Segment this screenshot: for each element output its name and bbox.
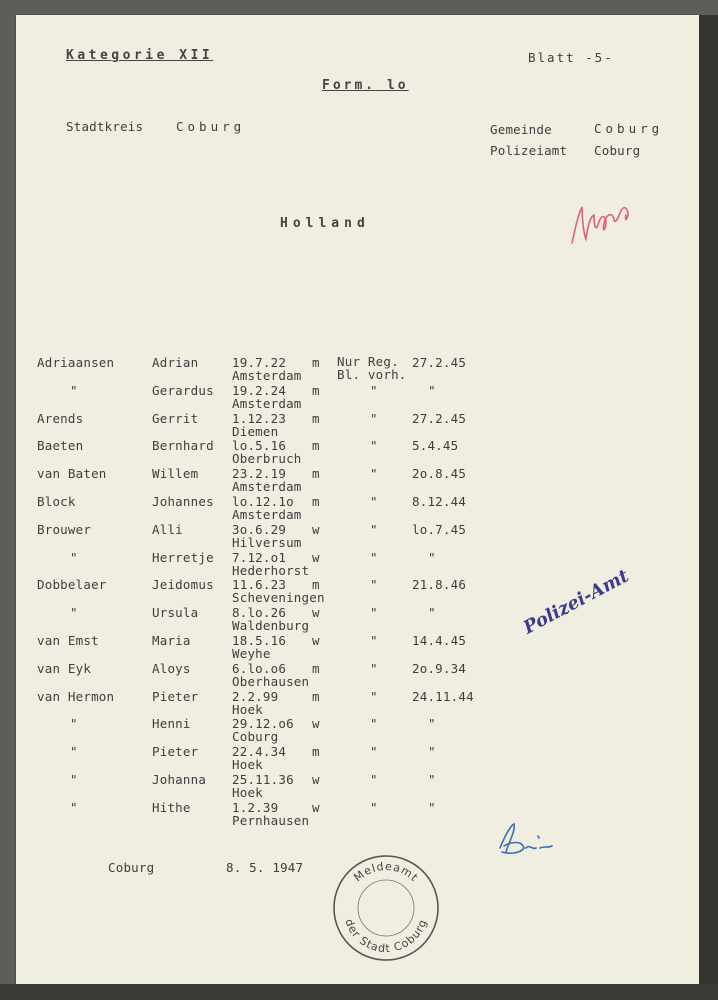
row-note: "	[370, 772, 378, 787]
municipality-value: Coburg	[594, 121, 664, 136]
row-birthplace: Scheveningen	[232, 590, 325, 606]
row-birthplace: Amsterdam	[232, 368, 302, 383]
row-date2: 2o.9.34	[412, 660, 467, 676]
row-sex: m	[312, 410, 320, 426]
footer-date: 8. 5. 1947	[226, 860, 304, 875]
row-sex: m	[312, 744, 320, 760]
row-birthplace: Amsterdam	[232, 479, 302, 495]
row-firstname: Pieter	[152, 688, 199, 704]
row-firstname: Ursula	[152, 605, 199, 621]
row-date2: lo.7.45	[412, 521, 467, 537]
police-office-label: Polizeiamt	[490, 143, 568, 158]
row-surname: "	[70, 716, 78, 732]
row-birthdate: 8.lo.26	[232, 605, 287, 621]
row-date2: "	[428, 772, 436, 787]
row-birthplace: Amsterdam	[232, 507, 302, 522]
row-birthdate: 7.12.o1	[232, 549, 287, 565]
row-firstname: Johannes	[152, 494, 214, 509]
row-birthplace: Coburg	[232, 729, 279, 745]
category-heading: Kategorie XII	[66, 48, 214, 63]
row-sex: m	[312, 466, 320, 482]
row-birthdate: lo.12.1o	[232, 494, 294, 509]
row-surname: van Eyk	[37, 660, 92, 676]
row-birthplace: Oberhausen	[232, 673, 310, 689]
row-sex: m	[312, 494, 320, 509]
row-surname: Arends	[37, 410, 84, 426]
svg-text:Meldeamt	[351, 860, 421, 885]
row-sex: w	[312, 521, 320, 537]
row-date2: "	[428, 744, 436, 760]
row-firstname: Maria	[152, 633, 191, 648]
row-birthdate: 18.5.16	[232, 633, 287, 648]
row-surname: "	[70, 382, 78, 398]
row-surname: Adriaansen	[37, 355, 115, 370]
police-stamp: Polizei-Amt	[520, 565, 633, 639]
row-note: "	[370, 744, 378, 760]
row-note: Nur Reg. Bl. vorh.	[337, 354, 407, 382]
row-firstname: Johanna	[152, 772, 207, 787]
row-date2: 2o.8.45	[412, 466, 467, 482]
row-note: "	[370, 633, 378, 648]
row-firstname: Adrian	[152, 355, 199, 370]
row-birthplace: Hoek	[232, 785, 263, 800]
row-sex: m	[312, 438, 320, 454]
row-date2: 27.2.45	[412, 410, 467, 426]
row-birthdate: 11.6.23	[232, 577, 287, 593]
row-sex: w	[312, 633, 320, 648]
footer-place: Coburg	[108, 860, 155, 875]
row-date2: "	[428, 382, 436, 398]
row-birthdate: 19.7.22	[232, 355, 287, 370]
row-firstname: Herretje	[152, 549, 214, 565]
row-birthplace: Hilversum	[232, 534, 302, 550]
form-number: Form. lo	[322, 78, 409, 93]
row-birthdate: 25.11.36	[232, 772, 294, 787]
row-birthdate: 6.lo.o6	[232, 660, 287, 676]
row-note: "	[370, 494, 378, 509]
row-note: "	[370, 466, 378, 482]
row-firstname: Jeidomus	[152, 577, 214, 593]
document-page	[16, 15, 699, 984]
row-firstname: Pieter	[152, 744, 199, 760]
row-birthdate: 23.2.19	[232, 466, 287, 482]
row-note: "	[370, 410, 378, 426]
row-date2: 24.11.44	[412, 688, 474, 704]
row-firstname: Bernhard	[152, 438, 214, 454]
row-birthplace: Weyhe	[232, 646, 271, 661]
seal-top-text: Meldeamt	[351, 859, 421, 885]
row-sex: m	[312, 688, 320, 704]
row-firstname: Gerrit	[152, 410, 199, 426]
registration-office-seal	[330, 852, 442, 964]
row-date2: 8.12.44	[412, 494, 467, 509]
row-note: "	[370, 549, 378, 565]
row-date2: 14.4.45	[412, 633, 467, 648]
row-surname: "	[70, 549, 78, 565]
row-date2: 5.4.45	[412, 438, 459, 454]
row-surname: Dobbelaer	[37, 577, 107, 593]
row-firstname: Henni	[152, 716, 191, 732]
municipality-label: Gemeinde	[490, 122, 552, 137]
row-birthdate: lo.5.16	[232, 438, 287, 454]
row-sex: w	[312, 799, 320, 815]
row-firstname: Alli	[152, 521, 183, 537]
row-birthplace: Hoek	[232, 701, 263, 717]
blue-signature	[494, 818, 556, 860]
country-heading: Holland	[280, 216, 370, 231]
row-note: "	[370, 605, 378, 621]
red-pencil-mark	[568, 195, 638, 250]
sheet-number: Blatt -5-	[528, 50, 614, 65]
row-birthplace: Oberbruch	[232, 451, 302, 467]
row-date2: 21.8.46	[412, 577, 467, 593]
row-birthdate: 3o.6.29	[232, 521, 287, 537]
row-birthdate: 19.2.24	[232, 382, 287, 398]
page-shadow-bottom	[0, 984, 718, 1000]
row-birthplace: Amsterdam	[232, 395, 302, 411]
row-sex: m	[312, 660, 320, 676]
row-sex: m	[312, 355, 320, 370]
row-date2: "	[428, 549, 436, 565]
row-sex: w	[312, 605, 320, 621]
row-surname: "	[70, 744, 78, 760]
row-birthplace: Diemen	[232, 423, 279, 439]
row-date2: 27.2.45	[412, 355, 467, 370]
row-surname: Block	[37, 494, 76, 509]
row-birthplace: Hederhorst	[232, 562, 310, 578]
police-office-value: Coburg	[594, 143, 641, 158]
row-birthplace: Hoek	[232, 757, 263, 773]
row-surname: Baeten	[37, 438, 84, 454]
row-sex: w	[312, 549, 320, 565]
row-surname: "	[70, 799, 78, 815]
row-date2: "	[428, 799, 436, 815]
row-date2: "	[428, 716, 436, 732]
row-birthdate: 22.4.34	[232, 744, 287, 760]
row-sex: m	[312, 382, 320, 398]
row-note: "	[370, 577, 378, 593]
row-sex: m	[312, 577, 320, 593]
row-surname: "	[70, 772, 78, 787]
row-birthdate: 2.2.99	[232, 688, 279, 704]
row-firstname: Willem	[152, 466, 199, 482]
row-surname: "	[70, 605, 78, 621]
row-surname: Brouwer	[37, 521, 92, 537]
row-note: "	[370, 716, 378, 732]
row-date2: "	[428, 605, 436, 621]
row-note: "	[370, 688, 378, 704]
row-note: "	[370, 521, 378, 537]
seal-bottom-text: der Stadt Coburg	[342, 917, 430, 956]
row-firstname: Gerardus	[152, 382, 214, 398]
row-sex: w	[312, 716, 320, 732]
row-surname: van Hermon	[37, 688, 115, 704]
row-firstname: Aloys	[152, 660, 191, 676]
district-label: Stadtkreis	[66, 119, 144, 134]
row-note: "	[370, 799, 378, 815]
row-firstname: Hithe	[152, 799, 191, 815]
row-note: "	[370, 660, 378, 676]
row-birthplace: Pernhausen	[232, 812, 310, 828]
row-note: "	[370, 382, 378, 398]
row-birthdate: 1.2.39	[232, 799, 279, 815]
district-value: Coburg	[176, 119, 246, 134]
page-shadow-right	[699, 15, 718, 1000]
row-surname: van Emst	[37, 633, 99, 648]
row-note: "	[370, 438, 378, 454]
row-birthplace: Waldenburg	[232, 618, 310, 634]
row-surname: van Baten	[37, 466, 107, 482]
row-sex: w	[312, 772, 320, 787]
row-birthdate: 1.12.23	[232, 410, 287, 426]
row-birthdate: 29.12.o6	[232, 716, 294, 732]
